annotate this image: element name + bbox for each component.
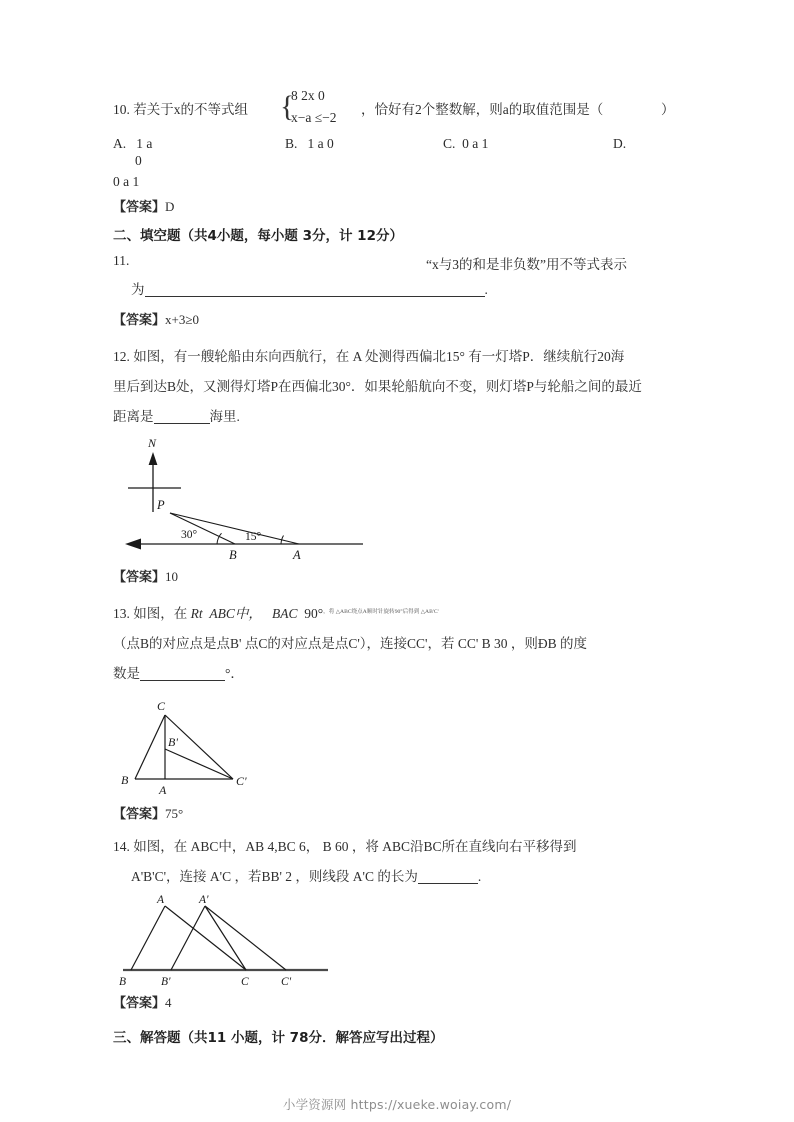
- answer-10: [113, 194, 678, 221]
- question-13-pre: 13. 如图，在: [113, 606, 191, 621]
- question-13-line-3-post: °．: [225, 666, 244, 681]
- option-a-text: 1 a: [136, 136, 153, 151]
- answer-10-tag: 【答案】: [113, 200, 166, 215]
- question-11-fill: [131, 278, 488, 298]
- question-13-deg: 90°: [304, 606, 324, 621]
- answer-13: [113, 801, 678, 828]
- question-14-figure: [113, 894, 678, 990]
- question-12-blank[interactable]: [154, 409, 210, 424]
- question-13-line-1: [113, 597, 678, 629]
- option-c[interactable]: [443, 136, 488, 152]
- question-12-line-3: [113, 402, 678, 432]
- angle-15-label: 15°: [245, 531, 262, 543]
- point-a-label: A: [159, 783, 167, 797]
- section-2-title: 二、填空题（共4小题，每小题 3分，计 12分）: [113, 228, 403, 244]
- point-a-label: A: [293, 548, 301, 562]
- page-content: [113, 84, 678, 1053]
- point-c-label: C: [157, 699, 166, 713]
- option-a-label: A.: [113, 136, 127, 151]
- option-b[interactable]: [285, 136, 334, 152]
- answer-13-value: 75°: [165, 806, 184, 821]
- section-3-title: 三、解答题（共11 小题，计 78分．解答应写出过程）: [113, 1030, 444, 1046]
- navigation-diagram-svg: [113, 434, 393, 564]
- inequality-line-1: 8 2x 0: [291, 88, 325, 103]
- point-b-prime-label: B': [168, 735, 178, 749]
- answer-12: [113, 564, 678, 591]
- answer-13-tag: 【答案】: [113, 807, 166, 822]
- answer-12-value: 10: [165, 569, 179, 584]
- point-p-label: P: [157, 498, 165, 512]
- question-14-line-2-pre: A'B'C'，连接 A'C ，若BB' 2 ，则线段 A'C 的长为: [131, 869, 418, 884]
- option-d-label: D.: [613, 136, 627, 151]
- question-10: [113, 84, 678, 136]
- question-10-paren: ）: [661, 102, 675, 117]
- question-13-line-3: [113, 659, 678, 689]
- question-12-line-1: 12. 如图，有一艘轮船由东向西航行，在 A 处测得西偏北15° 有一灯塔P．继续航行20海: [113, 349, 625, 364]
- answer-14-value: 4: [165, 995, 172, 1010]
- question-11-wei: 为: [131, 282, 145, 297]
- option-a[interactable]: [113, 136, 152, 152]
- point-c-prime-label: C': [236, 774, 247, 788]
- answer-11-value: x+3≥0: [165, 312, 199, 327]
- question-11-stem: “x与3的和是非负数”用不等式表示: [426, 257, 627, 272]
- question-14-blank[interactable]: [418, 869, 478, 884]
- question-11-period: .: [484, 282, 488, 297]
- question-12-line-3-post: 海里.: [209, 409, 240, 424]
- option-c-text: 0 a 1: [462, 136, 489, 151]
- option-d[interactable]: [613, 136, 626, 152]
- answer-11-tag: 【答案】: [113, 313, 166, 328]
- question-11: [113, 251, 678, 307]
- point-b-label: B: [121, 773, 129, 787]
- option-c-label: C.: [443, 136, 456, 151]
- question-12-figure: [113, 434, 678, 564]
- option-b-text: 1 a 0: [307, 136, 334, 151]
- translated-triangle-svg: [113, 894, 413, 990]
- question-13-blank[interactable]: [140, 666, 225, 681]
- inequality-line-2: x−a ≤−2: [291, 110, 337, 125]
- answer-14-tag: 【答案】: [113, 996, 166, 1011]
- question-13-tri: ABC中，: [209, 606, 262, 621]
- question-13-angle: BAC: [272, 606, 298, 621]
- system-brace: {: [280, 90, 295, 123]
- point-b-label: B: [229, 548, 237, 562]
- question-12-line-2: 里后到达B处，又测得灯塔P在西偏北30°．如果轮船航向不变，则灯塔P与轮船之间的最近: [113, 379, 642, 394]
- answer-11: [113, 307, 678, 334]
- question-11-number: 11.: [113, 253, 130, 268]
- question-11-blank[interactable]: [145, 282, 485, 297]
- answer-14: [113, 990, 678, 1017]
- question-13-rt: Rt: [190, 606, 203, 621]
- answer-12-tag: 【答案】: [113, 570, 166, 585]
- point-a-prime-label: A': [199, 894, 209, 906]
- question-13-rotation-note: ，将 △ABC绕点A顺时针旋转90°后得到 △AB'C': [323, 609, 439, 615]
- question-13-line-2: （点B的对应点是点B' 点C的对应点是点C'），连接CC'，若 CC' B 30 ，则ÐB 的度: [113, 636, 588, 651]
- question-14-line-1: 14. 如图，在 ABC中，AB 4,BC 6， B 60 ，将 ABC沿BC所在直线向右平移得到: [113, 839, 577, 854]
- question-10-tail: ，恰好有2个整数解，则a的取值范围是（: [361, 102, 604, 117]
- point-c-label: C: [241, 976, 249, 988]
- point-a-label: A: [157, 894, 165, 906]
- question-13-line-3-pre: 数是: [113, 666, 140, 681]
- question-14-line-2: [113, 862, 678, 892]
- question-13-figure: [113, 693, 678, 801]
- north-label: N: [148, 436, 157, 450]
- rotated-triangle-svg: [113, 693, 393, 801]
- point-b-prime-label: B': [161, 976, 171, 988]
- angle-30-label: 30°: [181, 529, 198, 541]
- option-b-label: B.: [285, 136, 298, 151]
- point-b-label: B: [119, 976, 127, 988]
- watermark: 小学资源网 https://xueke.woiay.com/: [282, 1097, 512, 1112]
- question-10-stem: 10. 若关于x的不等式组: [113, 102, 248, 117]
- option-d-text: 0 a 1: [113, 174, 140, 189]
- question-14-line-2-post: .: [477, 869, 482, 884]
- option-a-overflow: 0: [135, 153, 142, 168]
- answer-10-value: D: [165, 199, 175, 214]
- point-c-prime-label: C': [281, 976, 292, 988]
- question-12-line-3-pre: 距离是: [113, 409, 154, 424]
- question-10-options: [113, 136, 678, 194]
